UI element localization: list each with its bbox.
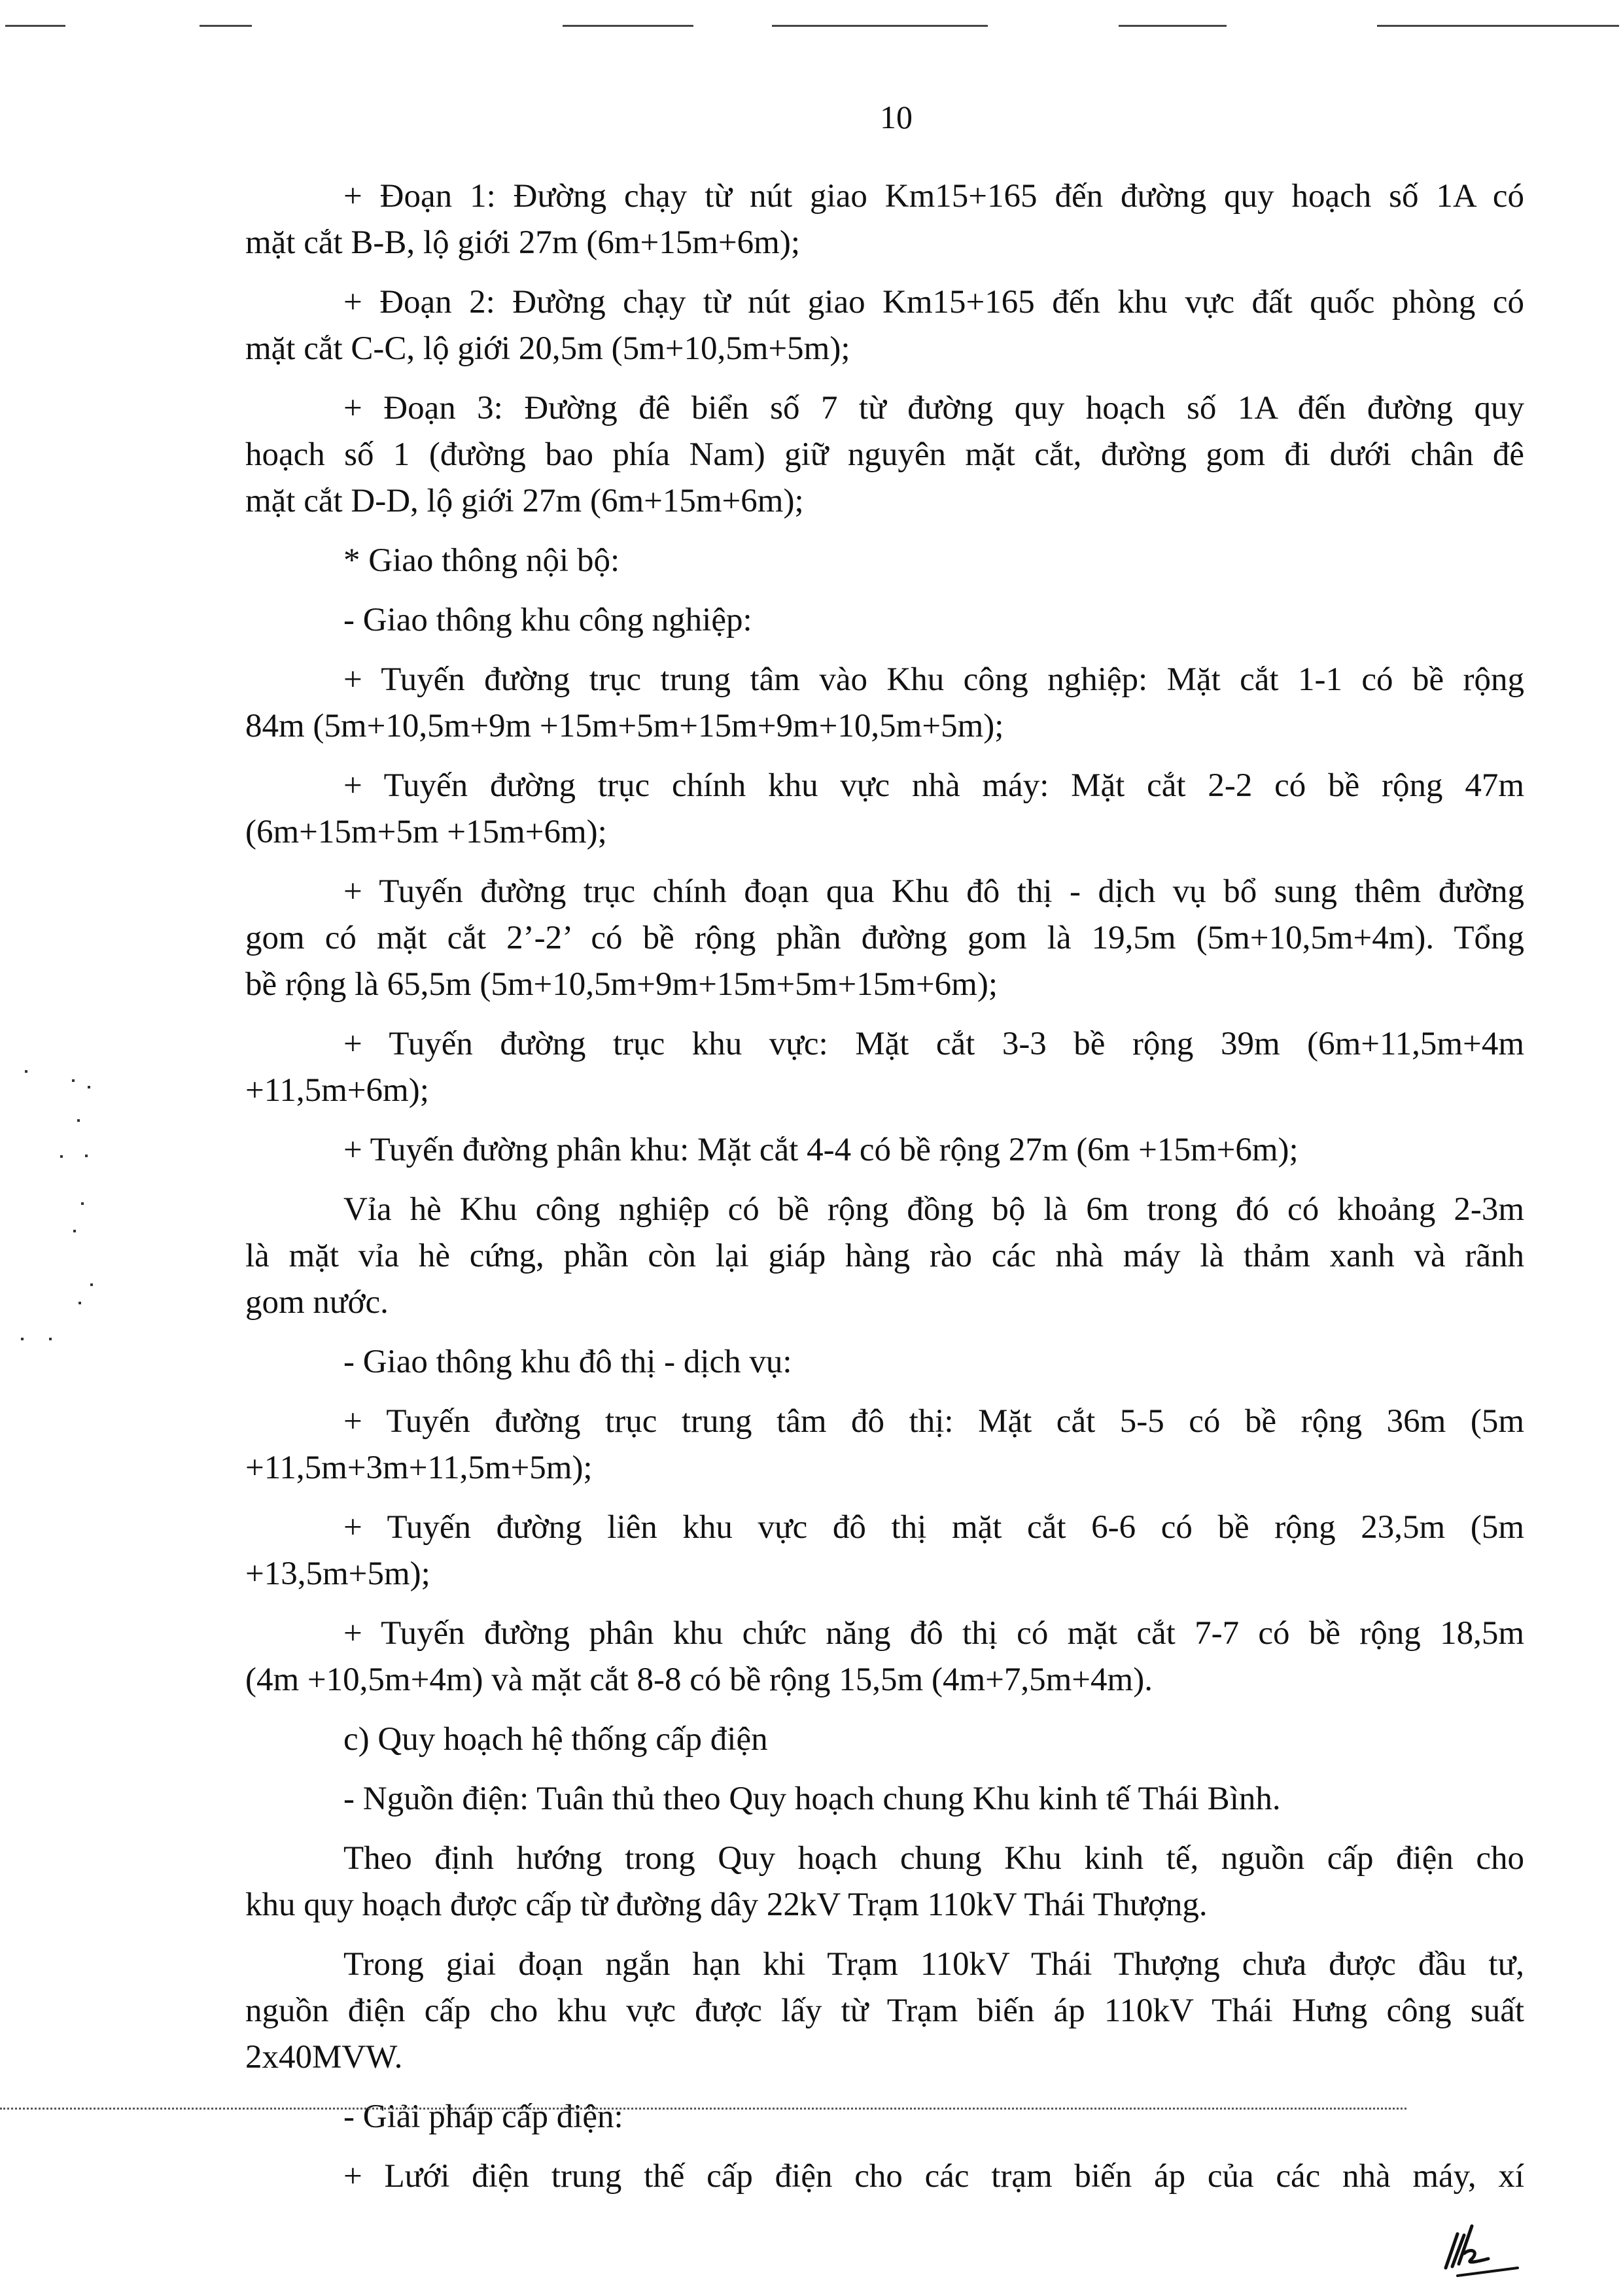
paragraph-line: + Đoạn 3: Đường đê biển số 7 từ đường quy hoạch số 1A đến đường quy	[343, 390, 1524, 426]
paragraph-line: + Đoạn 1: Đường chạy từ nút giao Km15+165 đến đường quy hoạch số 1A có	[343, 178, 1524, 215]
paragraph-line: + Tuyến đường trục chính đoạn qua Khu đô thị - dịch vụ bổ sung thêm đường	[343, 873, 1524, 910]
paragraph-line: + Tuyến đường phân khu chức năng đô thị có mặt cắt 7-7 có bề rộng 18,5m	[343, 1615, 1524, 1652]
paragraph-line: +11,5m+6m);	[245, 1072, 429, 1109]
scan-speck	[25, 1070, 27, 1073]
paragraph	[245, 1339, 1524, 1385]
paragraph-line: +13,5m+5m);	[245, 1556, 430, 1592]
signature-initials	[1433, 2221, 1524, 2280]
scan-speck	[77, 1119, 80, 1122]
scan-speck	[73, 1230, 76, 1232]
scan-speck	[88, 1086, 90, 1088]
paragraph-spacing	[245, 372, 1524, 385]
paragraph-line: mặt cắt D-D, lộ giới 27m (6m+15m+6m);	[245, 483, 804, 519]
paragraph	[245, 1835, 1524, 1928]
paragraph-spacing	[245, 266, 1524, 279]
paragraph-line: Vỉa hè Khu công nghiệp có bề rộng đồng bộ là 6m trong đó có khoảng 2-3m	[343, 1191, 1524, 1228]
paragraph-line: (4m +10,5m+4m) và mặt cắt 8-8 có bề rộng 15,5m (4m+7,5m+4m).	[245, 1661, 1153, 1698]
paragraph-line: + Lưới điện trung thế cấp điện cho các trạm biến áp của các nhà máy, xí	[343, 2158, 1524, 2195]
scan-artifact-dotted-rule	[0, 2108, 1406, 2110]
paragraph	[245, 1505, 1524, 1597]
paragraph-line: 84m (5m+10,5m+9m +15m+5m+15m+9m+10,5m+5m);	[245, 708, 1004, 744]
paragraph-line: gom nước.	[245, 1284, 389, 1321]
paragraph-line: bề rộng là 65,5m (5m+10,5m+9m+15m+5m+15m+6m);	[245, 966, 998, 1003]
paragraph-line: (6m+15m+5m +15m+6m);	[245, 814, 607, 850]
scan-speck	[72, 1079, 75, 1082]
paragraph	[245, 279, 1524, 372]
paragraph-line: + Tuyến đường trục khu vực: Mặt cắt 3-3 bề rộng 39m (6m+11,5m+4m	[343, 1026, 1524, 1062]
paragraph-line: + Tuyến đường trục trung tâm đô thị: Mặt cắt 5-5 có bề rộng 36m (5m	[343, 1403, 1524, 1440]
paragraph	[245, 657, 1524, 750]
scan-artifact-rule	[1119, 25, 1227, 27]
paragraph-line: 2x40MVW.	[245, 2039, 403, 2076]
paragraph-line: hoạch số 1 (đường bao phía Nam) giữ nguyên mặt cắt, đường gom đi dưới chân đê	[245, 436, 1524, 473]
paragraph	[245, 2094, 1524, 2140]
paragraph	[245, 1941, 1524, 2081]
paragraph	[245, 1716, 1524, 1763]
scan-speck	[49, 1338, 52, 1340]
paragraph-spacing	[245, 2140, 1524, 2153]
paragraph-spacing	[245, 1763, 1524, 1776]
paragraph-line: + Đoạn 2: Đường chạy từ nút giao Km15+165 đến khu vực đất quốc phòng có	[343, 284, 1524, 321]
paragraph-spacing	[245, 1385, 1524, 1399]
paragraph	[245, 597, 1524, 644]
paragraph	[245, 1399, 1524, 1491]
paragraph-spacing	[245, 1326, 1524, 1339]
paragraph	[245, 1127, 1524, 1174]
paragraph	[245, 173, 1524, 266]
paragraph-line: - Nguồn điện: Tuân thủ theo Quy hoạch chung Khu kinh tế Thái Bình.	[343, 1781, 1281, 1817]
paragraph	[245, 2153, 1524, 2200]
paragraph-line: - Giao thông khu đô thị - dịch vụ:	[343, 1344, 792, 1380]
paragraph	[245, 1776, 1524, 1822]
paragraph-line: khu quy hoạch được cấp từ đường dây 22kV Trạm 110kV Thái Thượng.	[245, 1887, 1208, 1923]
scan-artifact-rule	[200, 25, 252, 27]
paragraph	[245, 1187, 1524, 1326]
paragraph-line: - Giao thông khu công nghiệp:	[343, 602, 752, 638]
paragraph	[245, 763, 1524, 856]
paragraph-line: là mặt vỉa hè cứng, phần còn lại giáp hàng rào các nhà máy là thảm xanh và rãnh	[245, 1238, 1524, 1274]
paragraph-spacing	[245, 525, 1524, 538]
scan-speck	[21, 1338, 24, 1340]
paragraph-spacing	[245, 2200, 1524, 2213]
document-body	[245, 173, 1524, 2213]
paragraph-line: mặt cắt B-B, lộ giới 27m (6m+15m+6m);	[245, 224, 800, 261]
paragraph	[245, 1021, 1524, 1114]
page-number: 10	[880, 99, 913, 135]
paragraph-spacing	[245, 1008, 1524, 1021]
paragraph-line: c) Quy hoạch hệ thống cấp điện	[343, 1721, 768, 1758]
paragraph-line: mặt cắt C-C, lộ giới 20,5m (5m+10,5m+5m);	[245, 330, 850, 367]
paragraph-line: + Tuyến đường phân khu: Mặt cắt 4-4 có bề rộng 27m (6m +15m+6m);	[343, 1132, 1299, 1168]
paragraph-spacing	[245, 1491, 1524, 1505]
scan-speck	[79, 1302, 81, 1304]
paragraph	[245, 1610, 1524, 1703]
paragraph-spacing	[245, 1597, 1524, 1610]
scan-artifact-rule	[1377, 25, 1619, 27]
paragraph-line: gom có mặt cắt 2’-2’ có bề rộng phần đường gom là 19,5m (5m+10,5m+4m). Tổng	[245, 920, 1524, 956]
paragraph-spacing	[245, 1928, 1524, 1941]
scan-artifact-rule	[5, 25, 65, 27]
paragraph-line: * Giao thông nội bộ:	[343, 542, 620, 579]
paragraph-spacing	[245, 2081, 1524, 2094]
scan-artifact-rule	[563, 25, 693, 27]
paragraph-spacing	[245, 856, 1524, 869]
scan-speck	[90, 1283, 93, 1286]
paragraph-line: + Tuyến đường liên khu vực đô thị mặt cắt 6-6 có bề rộng 23,5m (5m	[343, 1509, 1524, 1546]
scan-speck	[60, 1155, 63, 1158]
paragraph-spacing	[245, 1703, 1524, 1716]
paragraph	[245, 869, 1524, 1008]
paragraph-spacing	[245, 750, 1524, 763]
paragraph-spacing	[245, 644, 1524, 657]
paragraph-line: nguồn điện cấp cho khu vực được lấy từ Trạm biến áp 110kV Thái Hưng công suất	[245, 1992, 1524, 2029]
scan-speck	[81, 1202, 84, 1205]
paragraph-line: + Tuyến đường trục trung tâm vào Khu công nghiệp: Mặt cắt 1-1 có bề rộng	[343, 661, 1524, 698]
paragraph-line: + Tuyến đường trục chính khu vực nhà máy: Mặt cắt 2-2 có bề rộng 47m	[343, 767, 1524, 804]
paragraph-spacing	[245, 1114, 1524, 1127]
paragraph-line: Theo định hướng trong Quy hoạch chung Khu kinh tế, nguồn cấp điện cho	[343, 1840, 1524, 1877]
scan-artifact-rule	[772, 25, 988, 27]
scan-speck	[85, 1155, 88, 1157]
paragraph-spacing	[245, 584, 1524, 597]
paragraph-spacing	[245, 1822, 1524, 1835]
paragraph	[245, 385, 1524, 525]
paragraph-line: Trong giai đoạn ngắn hạn khi Trạm 110kV Thái Thượng chưa được đầu tư,	[343, 1946, 1524, 1983]
paragraph-line: - Giải pháp cấp điện:	[343, 2098, 623, 2135]
paragraph-spacing	[245, 1174, 1524, 1187]
paragraph	[245, 538, 1524, 584]
paragraph-line: +11,5m+3m+11,5m+5m);	[245, 1450, 593, 1486]
